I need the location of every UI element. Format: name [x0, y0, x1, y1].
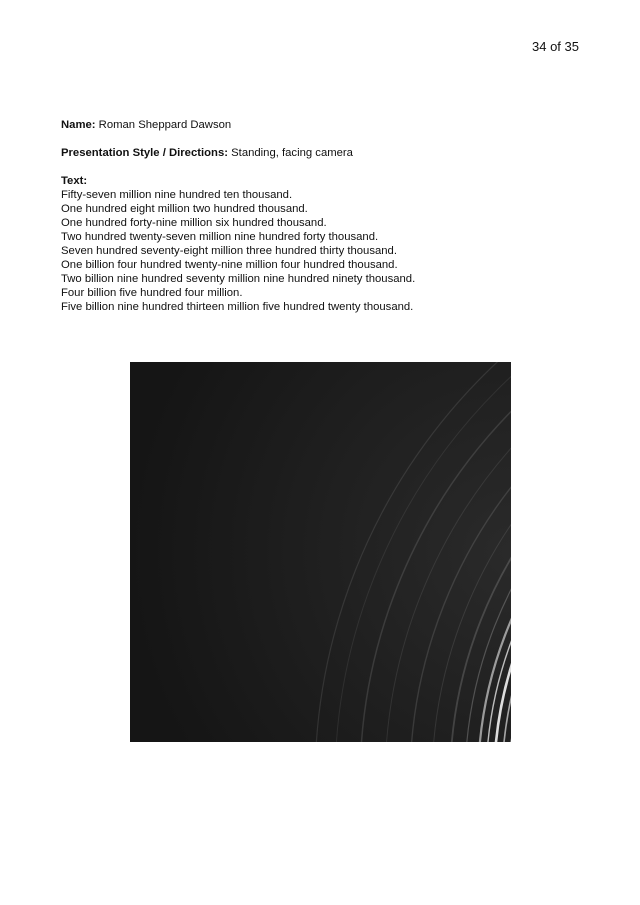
- text-line: Fifty-seven million nine hundred ten thousand.: [61, 189, 293, 201]
- rings-graphic: [130, 362, 511, 742]
- text-line: Two hundred twenty-seven million nine hundred forty thousand.: [61, 231, 379, 243]
- text-line: One hundred forty-nine million six hundred thousand.: [61, 217, 327, 229]
- planetary-rings-image: [130, 362, 511, 742]
- text-line: One hundred eight million two hundred thousand.: [61, 203, 308, 215]
- text-label: Text:: [61, 175, 88, 187]
- page-number: 34 of 35: [532, 39, 579, 54]
- text-line: One billion four hundred twenty-nine million four hundred thousand.: [61, 259, 398, 271]
- text-line: Seven hundred seventy-eight million three hundred thirty thousand.: [61, 245, 397, 257]
- name-value: Roman Sheppard Dawson: [98, 119, 232, 131]
- text-line: Two billion nine hundred seventy million nine hundred ninety thousand.: [61, 273, 416, 285]
- text-line: Five billion nine hundred thirteen million five hundred twenty thousand.: [61, 301, 414, 313]
- presentation-style-label: Presentation Style / Directions:: [61, 147, 228, 159]
- text-line: Four billion five hundred four million.: [61, 287, 243, 299]
- name-field: [61, 118, 581, 132]
- presentation-style-field: [61, 146, 581, 160]
- document-body: [61, 118, 581, 314]
- presentation-style-value: Standing, facing camera: [231, 147, 353, 159]
- text-lines: [61, 188, 581, 314]
- name-label: Name:: [61, 119, 96, 131]
